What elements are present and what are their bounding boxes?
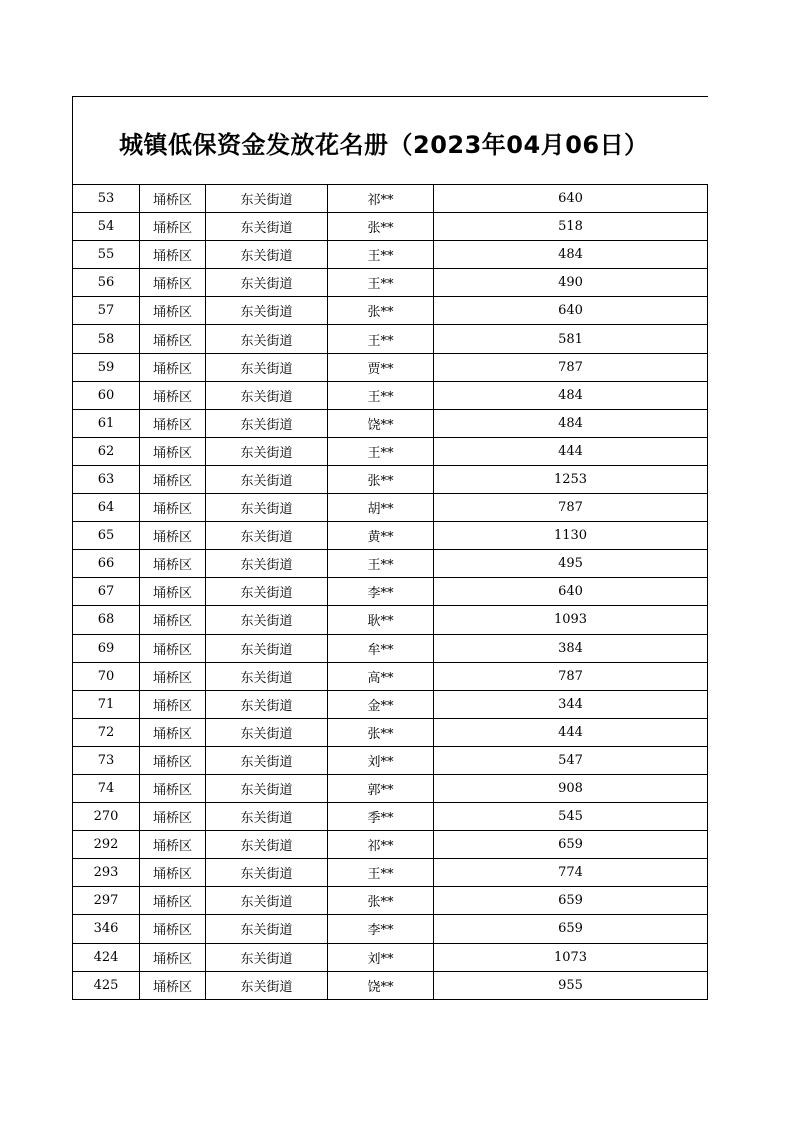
amount-cell: 774 xyxy=(434,859,708,887)
street-cell: 东关街道 xyxy=(206,718,328,746)
amount-cell: 484 xyxy=(434,381,708,409)
street-cell: 东关街道 xyxy=(206,325,328,353)
recipient-name-cell: 饶** xyxy=(328,409,434,437)
row-number-cell: 57 xyxy=(73,297,140,325)
street-cell: 东关街道 xyxy=(206,634,328,662)
amount-cell: 640 xyxy=(434,578,708,606)
table-row xyxy=(73,522,708,550)
district-cell: 埇桥区 xyxy=(140,634,206,662)
table-row xyxy=(73,494,708,522)
row-number-cell: 293 xyxy=(73,859,140,887)
district-cell: 埇桥区 xyxy=(140,185,206,213)
street-cell: 东关街道 xyxy=(206,887,328,915)
amount-cell: 490 xyxy=(434,269,708,297)
recipient-name-cell: 张** xyxy=(328,297,434,325)
amount-cell: 545 xyxy=(434,803,708,831)
row-number-cell: 68 xyxy=(73,606,140,634)
street-cell: 东关街道 xyxy=(206,578,328,606)
table-row xyxy=(73,269,708,297)
row-number-cell: 59 xyxy=(73,353,140,381)
table-row xyxy=(73,690,708,718)
row-number-cell: 65 xyxy=(73,522,140,550)
street-cell: 东关街道 xyxy=(206,522,328,550)
district-cell: 埇桥区 xyxy=(140,718,206,746)
recipient-name-cell: 王** xyxy=(328,325,434,353)
title-header xyxy=(72,96,708,185)
district-cell: 埇桥区 xyxy=(140,353,206,381)
district-cell: 埇桥区 xyxy=(140,606,206,634)
street-cell: 东关街道 xyxy=(206,409,328,437)
table-row xyxy=(73,185,708,213)
row-number-cell: 425 xyxy=(73,971,140,999)
table-row xyxy=(73,297,708,325)
amount-cell: 581 xyxy=(434,325,708,353)
district-cell: 埇桥区 xyxy=(140,971,206,999)
roster-document xyxy=(72,96,706,1000)
street-cell: 东关街道 xyxy=(206,353,328,381)
table-row xyxy=(73,634,708,662)
table-row xyxy=(73,971,708,999)
table-row xyxy=(73,746,708,774)
recipient-name-cell: 王** xyxy=(328,381,434,409)
street-cell: 东关街道 xyxy=(206,746,328,774)
amount-cell: 1073 xyxy=(434,943,708,971)
row-number-cell: 69 xyxy=(73,634,140,662)
row-number-cell: 73 xyxy=(73,746,140,774)
amount-cell: 1253 xyxy=(434,465,708,493)
roster-table-body xyxy=(73,185,708,1000)
recipient-name-cell: 张** xyxy=(328,465,434,493)
recipient-name-cell: 张** xyxy=(328,213,434,241)
district-cell: 埇桥区 xyxy=(140,269,206,297)
recipient-name-cell: 黄** xyxy=(328,522,434,550)
district-cell: 埇桥区 xyxy=(140,859,206,887)
recipient-name-cell: 金** xyxy=(328,690,434,718)
recipient-name-cell: 胡** xyxy=(328,494,434,522)
row-number-cell: 61 xyxy=(73,409,140,437)
district-cell: 埇桥区 xyxy=(140,550,206,578)
recipient-name-cell: 郭** xyxy=(328,774,434,802)
row-number-cell: 346 xyxy=(73,915,140,943)
street-cell: 东关街道 xyxy=(206,269,328,297)
amount-cell: 547 xyxy=(434,746,708,774)
row-number-cell: 72 xyxy=(73,718,140,746)
page-title: 城镇低保资金发放花名册（2023年04月06日） xyxy=(119,131,649,159)
amount-cell: 640 xyxy=(434,297,708,325)
district-cell: 埇桥区 xyxy=(140,437,206,465)
street-cell: 东关街道 xyxy=(206,971,328,999)
amount-cell: 659 xyxy=(434,831,708,859)
table-row xyxy=(73,325,708,353)
district-cell: 埇桥区 xyxy=(140,774,206,802)
table-row xyxy=(73,381,708,409)
row-number-cell: 54 xyxy=(73,213,140,241)
row-number-cell: 55 xyxy=(73,241,140,269)
district-cell: 埇桥区 xyxy=(140,381,206,409)
street-cell: 东关街道 xyxy=(206,185,328,213)
district-cell: 埇桥区 xyxy=(140,887,206,915)
table-row xyxy=(73,831,708,859)
recipient-name-cell: 王** xyxy=(328,550,434,578)
row-number-cell: 67 xyxy=(73,578,140,606)
table-row xyxy=(73,606,708,634)
street-cell: 东关街道 xyxy=(206,297,328,325)
table-row xyxy=(73,915,708,943)
recipient-name-cell: 高** xyxy=(328,662,434,690)
district-cell: 埇桥区 xyxy=(140,690,206,718)
street-cell: 东关街道 xyxy=(206,690,328,718)
recipient-name-cell: 王** xyxy=(328,859,434,887)
district-cell: 埇桥区 xyxy=(140,578,206,606)
district-cell: 埇桥区 xyxy=(140,943,206,971)
amount-cell: 640 xyxy=(434,185,708,213)
recipient-name-cell: 饶** xyxy=(328,971,434,999)
recipient-name-cell: 李** xyxy=(328,578,434,606)
district-cell: 埇桥区 xyxy=(140,297,206,325)
table-row xyxy=(73,774,708,802)
recipient-name-cell: 王** xyxy=(328,269,434,297)
row-number-cell: 62 xyxy=(73,437,140,465)
table-row xyxy=(73,943,708,971)
amount-cell: 484 xyxy=(434,409,708,437)
table-row xyxy=(73,465,708,493)
table-row xyxy=(73,437,708,465)
amount-cell: 384 xyxy=(434,634,708,662)
amount-cell: 518 xyxy=(434,213,708,241)
recipient-name-cell: 耿** xyxy=(328,606,434,634)
row-number-cell: 71 xyxy=(73,690,140,718)
row-number-cell: 58 xyxy=(73,325,140,353)
district-cell: 埇桥区 xyxy=(140,746,206,774)
row-number-cell: 64 xyxy=(73,494,140,522)
district-cell: 埇桥区 xyxy=(140,662,206,690)
row-number-cell: 292 xyxy=(73,831,140,859)
district-cell: 埇桥区 xyxy=(140,213,206,241)
district-cell: 埇桥区 xyxy=(140,522,206,550)
row-number-cell: 60 xyxy=(73,381,140,409)
district-cell: 埇桥区 xyxy=(140,803,206,831)
row-number-cell: 66 xyxy=(73,550,140,578)
amount-cell: 444 xyxy=(434,718,708,746)
street-cell: 东关街道 xyxy=(206,465,328,493)
recipient-name-cell: 刘** xyxy=(328,943,434,971)
amount-cell: 1093 xyxy=(434,606,708,634)
district-cell: 埇桥区 xyxy=(140,409,206,437)
amount-cell: 659 xyxy=(434,887,708,915)
street-cell: 东关街道 xyxy=(206,943,328,971)
recipient-name-cell: 王** xyxy=(328,437,434,465)
street-cell: 东关街道 xyxy=(206,803,328,831)
roster-table xyxy=(72,184,708,1000)
table-row xyxy=(73,578,708,606)
amount-cell: 1130 xyxy=(434,522,708,550)
street-cell: 东关街道 xyxy=(206,859,328,887)
recipient-name-cell: 贾** xyxy=(328,353,434,381)
district-cell: 埇桥区 xyxy=(140,465,206,493)
district-cell: 埇桥区 xyxy=(140,241,206,269)
table-row xyxy=(73,887,708,915)
amount-cell: 484 xyxy=(434,241,708,269)
amount-cell: 344 xyxy=(434,690,708,718)
street-cell: 东关街道 xyxy=(206,437,328,465)
street-cell: 东关街道 xyxy=(206,241,328,269)
district-cell: 埇桥区 xyxy=(140,325,206,353)
row-number-cell: 70 xyxy=(73,662,140,690)
recipient-name-cell: 张** xyxy=(328,887,434,915)
recipient-name-cell: 刘** xyxy=(328,746,434,774)
amount-cell: 787 xyxy=(434,494,708,522)
table-row xyxy=(73,409,708,437)
table-row xyxy=(73,550,708,578)
recipient-name-cell: 张** xyxy=(328,718,434,746)
street-cell: 东关街道 xyxy=(206,213,328,241)
table-row xyxy=(73,241,708,269)
street-cell: 东关街道 xyxy=(206,550,328,578)
table-row xyxy=(73,718,708,746)
amount-cell: 787 xyxy=(434,662,708,690)
row-number-cell: 53 xyxy=(73,185,140,213)
street-cell: 东关街道 xyxy=(206,774,328,802)
table-row xyxy=(73,803,708,831)
street-cell: 东关街道 xyxy=(206,831,328,859)
row-number-cell: 74 xyxy=(73,774,140,802)
amount-cell: 908 xyxy=(434,774,708,802)
recipient-name-cell: 牟** xyxy=(328,634,434,662)
recipient-name-cell: 祁** xyxy=(328,185,434,213)
row-number-cell: 297 xyxy=(73,887,140,915)
recipient-name-cell: 王** xyxy=(328,241,434,269)
amount-cell: 787 xyxy=(434,353,708,381)
district-cell: 埇桥区 xyxy=(140,494,206,522)
amount-cell: 659 xyxy=(434,915,708,943)
row-number-cell: 270 xyxy=(73,803,140,831)
amount-cell: 955 xyxy=(434,971,708,999)
district-cell: 埇桥区 xyxy=(140,915,206,943)
street-cell: 东关街道 xyxy=(206,606,328,634)
street-cell: 东关街道 xyxy=(206,915,328,943)
amount-cell: 444 xyxy=(434,437,708,465)
street-cell: 东关街道 xyxy=(206,662,328,690)
district-cell: 埇桥区 xyxy=(140,831,206,859)
row-number-cell: 63 xyxy=(73,465,140,493)
street-cell: 东关街道 xyxy=(206,494,328,522)
row-number-cell: 56 xyxy=(73,269,140,297)
table-row xyxy=(73,859,708,887)
street-cell: 东关街道 xyxy=(206,381,328,409)
row-number-cell: 424 xyxy=(73,943,140,971)
amount-cell: 495 xyxy=(434,550,708,578)
table-row xyxy=(73,213,708,241)
table-row xyxy=(73,353,708,381)
table-row xyxy=(73,662,708,690)
recipient-name-cell: 祁** xyxy=(328,831,434,859)
recipient-name-cell: 季** xyxy=(328,803,434,831)
recipient-name-cell: 李** xyxy=(328,915,434,943)
